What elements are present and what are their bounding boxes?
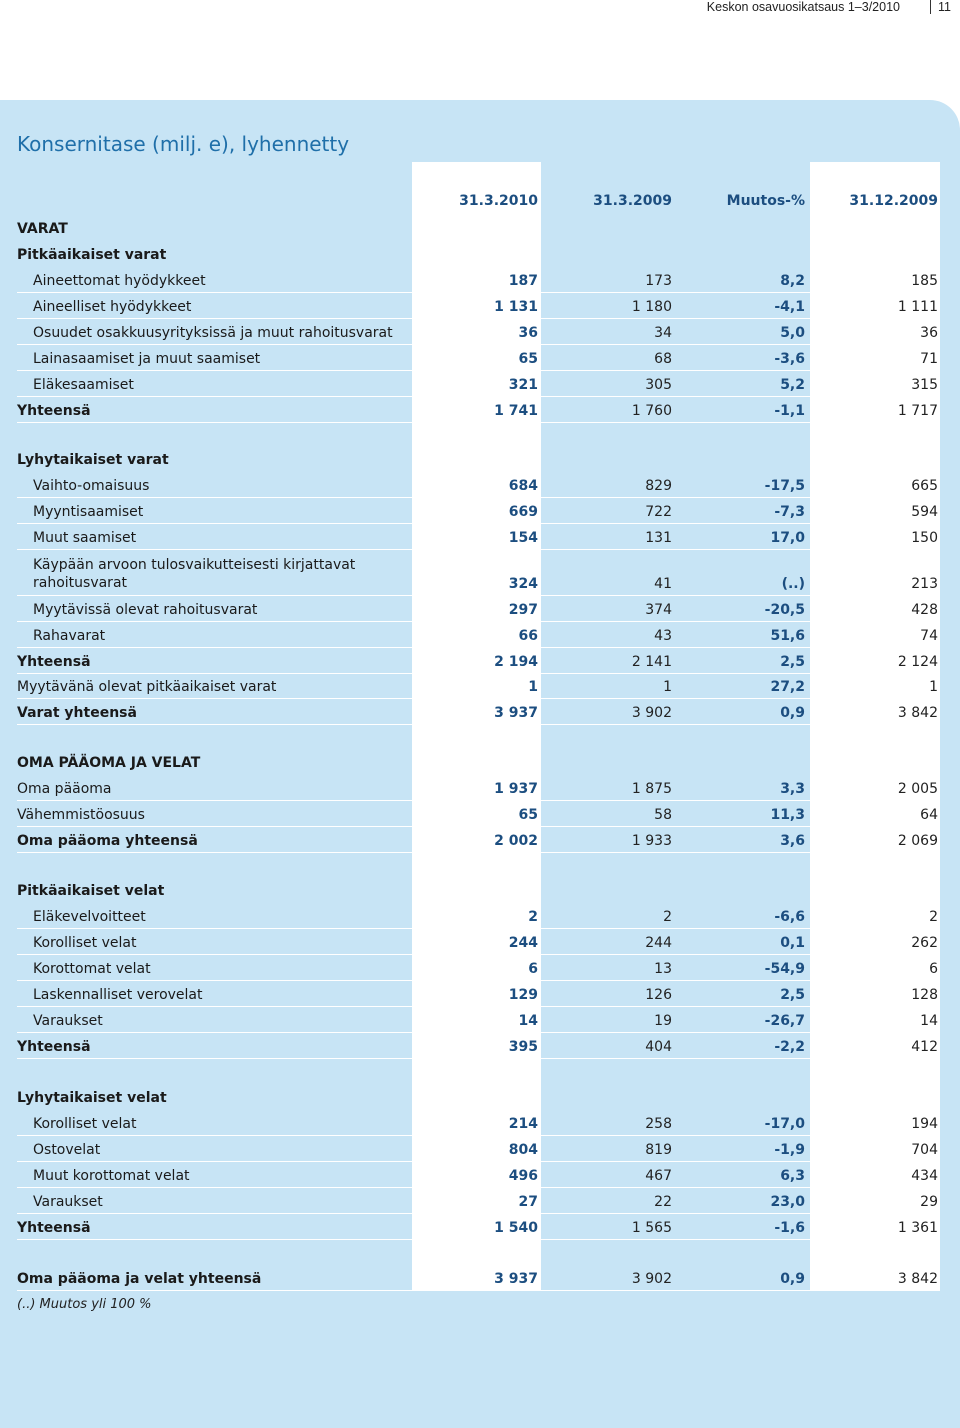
cell-31-3-2009: 22: [654, 1194, 672, 1210]
cell-31-3-2010: 2 002: [494, 833, 538, 849]
cell-31-12-2009: 704: [911, 1142, 938, 1158]
row-divider: [17, 1161, 940, 1162]
page-header-separator: [930, 0, 931, 14]
cell-muutos: 2,5: [780, 987, 805, 1003]
table-row: [17, 1011, 940, 1029]
cell-31-3-2009: 2 141: [631, 654, 672, 670]
column-header-31-12-2009: 31.12.2009: [849, 193, 938, 209]
row-label: Oma pääoma: [17, 781, 112, 797]
row-divider: [17, 370, 940, 371]
cell-31-3-2010: 321: [508, 377, 538, 393]
cell-31-12-2009: 428: [911, 602, 938, 618]
table-row: [17, 703, 940, 721]
cell-31-3-2009: 19: [654, 1013, 672, 1029]
cell-31-3-2009: 43: [654, 628, 672, 644]
cell-31-3-2010: 804: [508, 1142, 538, 1158]
table-row: [17, 907, 940, 925]
row-label: Muut korottomat velat: [33, 1168, 190, 1184]
table-row: [17, 652, 940, 670]
cell-31-12-2009: 74: [920, 628, 938, 644]
row-label: Eläkesaamiset: [33, 377, 134, 393]
row-label: Yhteensä: [17, 654, 91, 670]
cell-31-3-2010: 14: [518, 1013, 538, 1029]
cell-muutos: 2,5: [780, 654, 805, 670]
column-header-muutos: Muutos-%: [726, 193, 805, 209]
cell-muutos: 3,6: [780, 833, 805, 849]
cell-31-3-2009: 1 875: [631, 781, 672, 797]
footnote: (..) Muutos yli 100 %: [17, 1297, 152, 1312]
row-label: Varat yhteensä: [17, 705, 137, 721]
row-divider: [17, 292, 940, 293]
cell-31-3-2010: 66: [518, 628, 538, 644]
cell-31-3-2010: 3 937: [494, 705, 538, 721]
table-row: [17, 600, 940, 618]
cell-31-3-2009: 258: [645, 1116, 672, 1132]
cell-31-12-2009: 194: [911, 1116, 938, 1132]
row-label: Varaukset: [33, 1013, 103, 1029]
cell-31-3-2009: 68: [654, 351, 672, 367]
cell-muutos: 51,6: [770, 628, 805, 644]
row-divider: [17, 673, 940, 674]
row-divider: [17, 1032, 940, 1033]
table-row: [17, 959, 940, 977]
row-divider: [17, 1213, 940, 1214]
row-label: Lainasaamiset ja muut saamiset: [33, 351, 261, 367]
row-divider: [17, 523, 940, 524]
table-row: [17, 985, 940, 1003]
cell-31-12-2009: 64: [920, 807, 938, 823]
row-label: Korolliset velat: [33, 935, 137, 951]
row-label: Korolliset velat: [33, 1116, 137, 1132]
cell-31-3-2010: 154: [508, 530, 538, 546]
row-label: Ostovelat: [33, 1142, 101, 1158]
table-row: [17, 779, 940, 797]
table-row: [17, 933, 940, 951]
cell-muutos: (..): [781, 576, 805, 592]
table-row: [17, 323, 940, 341]
row-label-line-2: rahoitusvarat: [33, 575, 128, 591]
row-divider: [17, 1135, 940, 1136]
row-label: Pitkäaikaiset varat: [17, 247, 167, 263]
row-label: Korottomat velat: [33, 961, 151, 977]
table-title: Konsernitase (milj. e), lyhennetty: [17, 132, 350, 156]
row-divider: [17, 595, 940, 596]
cell-31-3-2010: 496: [508, 1168, 538, 1184]
cell-31-3-2009: 244: [645, 935, 672, 951]
cell-muutos: -17,0: [764, 1116, 805, 1132]
row-divider: [17, 621, 940, 622]
table-row: [17, 450, 940, 468]
cell-31-3-2010: 65: [518, 351, 538, 367]
row-label: Aineettomat hyödykkeet: [33, 273, 206, 289]
cell-31-3-2010: 244: [508, 935, 538, 951]
cell-31-3-2010: 1 937: [494, 781, 538, 797]
cell-31-3-2009: 34: [654, 325, 672, 341]
cell-muutos: -2,2: [774, 1039, 805, 1055]
cell-31-12-2009: 3 842: [897, 705, 938, 721]
row-label: Eläkevelvoitteet: [33, 909, 146, 925]
cell-31-3-2010: 36: [518, 325, 538, 341]
row-divider: [17, 344, 940, 345]
table-row: [17, 1192, 940, 1210]
cell-muutos: -1,9: [774, 1142, 805, 1158]
cell-31-12-2009: 594: [911, 504, 938, 520]
row-label: Vaihto-omaisuus: [33, 478, 150, 494]
cell-muutos: 0,9: [780, 1271, 805, 1287]
row-label: Oma pääoma yhteensä: [17, 833, 198, 849]
row-divider: [17, 1187, 940, 1188]
row-divider: [17, 549, 940, 550]
cell-31-3-2010: 214: [508, 1116, 538, 1132]
row-divider: [17, 800, 940, 801]
table-row: [17, 245, 940, 263]
row-divider: [17, 396, 940, 397]
cell-31-3-2010: 1 131: [494, 299, 538, 315]
row-divider: [17, 422, 940, 423]
row-divider: [17, 826, 940, 827]
table-row: [17, 528, 940, 546]
row-label: Muut saamiset: [33, 530, 137, 546]
cell-muutos: -3,6: [774, 351, 805, 367]
cell-31-3-2009: 1 565: [631, 1220, 672, 1236]
table-row: [17, 558, 940, 592]
cell-31-3-2009: 173: [645, 273, 672, 289]
cell-31-12-2009: 6: [929, 961, 938, 977]
cell-31-3-2010: 297: [508, 602, 538, 618]
cell-muutos: -1,6: [774, 1220, 805, 1236]
table-row: [17, 1037, 940, 1055]
row-divider: [17, 1239, 940, 1240]
table-row: [17, 881, 940, 899]
cell-31-3-2010: 395: [508, 1039, 538, 1055]
cell-31-3-2010: 2: [528, 909, 538, 925]
cell-muutos: 27,2: [770, 679, 805, 695]
row-label: Yhteensä: [17, 403, 91, 419]
cell-31-3-2010: 669: [508, 504, 538, 520]
cell-31-3-2009: 467: [645, 1168, 672, 1184]
cell-31-12-2009: 412: [911, 1039, 938, 1055]
cell-31-12-2009: 2 124: [897, 654, 938, 670]
cell-31-12-2009: 262: [911, 935, 938, 951]
cell-muutos: 3,3: [780, 781, 805, 797]
cell-31-3-2010: 324: [508, 576, 538, 592]
cell-31-12-2009: 185: [911, 273, 938, 289]
row-divider: [17, 698, 940, 699]
cell-31-12-2009: 71: [920, 351, 938, 367]
cell-31-3-2010: 1 741: [494, 403, 538, 419]
row-label: Myytävissä olevat rahoitusvarat: [33, 602, 258, 618]
row-divider: [17, 1006, 940, 1007]
cell-muutos: 6,3: [780, 1168, 805, 1184]
table-row: [17, 271, 940, 289]
page-number: 11: [938, 0, 951, 14]
column-headers: [17, 193, 940, 209]
cell-muutos: -6,6: [774, 909, 805, 925]
cell-31-3-2009: 131: [645, 530, 672, 546]
cell-31-12-2009: 3 842: [897, 1271, 938, 1287]
cell-muutos: -1,1: [774, 403, 805, 419]
cell-31-3-2009: 2: [663, 909, 672, 925]
cell-31-3-2009: 58: [654, 807, 672, 823]
cell-31-12-2009: 128: [911, 987, 938, 1003]
table-row: [17, 1114, 940, 1132]
cell-31-3-2009: 126: [645, 987, 672, 1003]
table-row: [17, 626, 940, 644]
table-row: [17, 1269, 940, 1287]
cell-31-3-2010: 2 194: [494, 654, 538, 670]
cell-31-12-2009: 150: [911, 530, 938, 546]
row-label: Yhteensä: [17, 1220, 91, 1236]
table-row: [17, 831, 940, 849]
row-divider: [17, 980, 940, 981]
table-row: [17, 1218, 940, 1236]
row-divider: [17, 724, 940, 725]
row-label: Pitkäaikaiset velat: [17, 883, 165, 899]
cell-muutos: 5,2: [780, 377, 805, 393]
row-label: Oma pääoma ja velat yhteensä: [17, 1271, 262, 1287]
table-row: [17, 677, 940, 695]
row-divider: [17, 647, 940, 648]
cell-muutos: 0,1: [780, 935, 805, 951]
row-divider: [17, 1290, 940, 1291]
cell-31-12-2009: 2: [929, 909, 938, 925]
cell-muutos: 23,0: [770, 1194, 805, 1210]
cell-31-3-2009: 3 902: [631, 1271, 672, 1287]
row-divider: [17, 1058, 940, 1059]
cell-31-12-2009: 14: [920, 1013, 938, 1029]
table-row: [17, 1140, 940, 1158]
cell-31-3-2009: 1: [663, 679, 672, 695]
cell-31-12-2009: 213: [911, 576, 938, 592]
cell-muutos: -26,7: [764, 1013, 805, 1029]
row-label: Lyhytaikaiset velat: [17, 1090, 167, 1106]
row-label: Myyntisaamiset: [33, 504, 144, 520]
cell-muutos: 5,0: [780, 325, 805, 341]
cell-31-3-2009: 819: [645, 1142, 672, 1158]
row-divider: [17, 497, 940, 498]
table-row: [17, 401, 940, 419]
row-divider: [17, 852, 940, 853]
cell-31-3-2010: 684: [508, 478, 538, 494]
cell-muutos: 17,0: [770, 530, 805, 546]
cell-31-3-2009: 1 760: [631, 403, 672, 419]
row-divider: [17, 318, 940, 319]
row-divider: [17, 928, 940, 929]
table-row: [17, 502, 940, 520]
row-label: OMA PÄÄOMA JA VELAT: [17, 755, 201, 771]
cell-31-3-2009: 41: [654, 576, 672, 592]
row-label-line-1: Käypään arvoon tulosvaikutteisesti kirjattavat: [33, 557, 356, 573]
table-row: [17, 805, 940, 823]
row-label: Rahavarat: [33, 628, 106, 644]
cell-31-3-2009: 3 902: [631, 705, 672, 721]
cell-31-12-2009: 29: [920, 1194, 938, 1210]
table-row: [17, 349, 940, 367]
cell-31-3-2009: 404: [645, 1039, 672, 1055]
row-label: Aineelliset hyödykkeet: [33, 299, 192, 315]
cell-muutos: -54,9: [764, 961, 805, 977]
row-label: Varaukset: [33, 1194, 103, 1210]
cell-muutos: -4,1: [774, 299, 805, 315]
cell-muutos: -20,5: [764, 602, 805, 618]
cell-muutos: 11,3: [770, 807, 805, 823]
cell-31-12-2009: 2 005: [897, 781, 938, 797]
cell-31-3-2010: 129: [508, 987, 538, 1003]
row-label: Vähemmistöosuus: [17, 807, 145, 823]
row-label: [33, 556, 355, 592]
table-row: [17, 297, 940, 315]
cell-31-12-2009: 2 069: [897, 833, 938, 849]
table-row: [17, 753, 940, 771]
cell-muutos: 8,2: [780, 273, 805, 289]
page-header-text: Keskon osavuosikatsaus 1–3/2010: [706, 0, 900, 14]
cell-31-3-2009: 829: [645, 478, 672, 494]
cell-31-12-2009: 665: [911, 478, 938, 494]
row-label: Osuudet osakkuusyrityksissä ja muut rahoitusvarat: [33, 325, 393, 341]
cell-31-3-2010: 3 937: [494, 1271, 538, 1287]
column-header-31-3-2009: 31.3.2009: [593, 193, 672, 209]
cell-31-3-2010: 65: [518, 807, 538, 823]
row-divider: [17, 954, 940, 955]
cell-31-3-2009: 305: [645, 377, 672, 393]
cell-31-12-2009: 36: [920, 325, 938, 341]
row-label: Laskennalliset verovelat: [33, 987, 203, 1003]
cell-31-3-2009: 1 933: [631, 833, 672, 849]
row-label: Lyhytaikaiset varat: [17, 452, 169, 468]
row-label: Myytävänä olevat pitkäaikaiset varat: [17, 679, 277, 695]
cell-31-3-2009: 13: [654, 961, 672, 977]
row-label: VARAT: [17, 221, 68, 237]
cell-31-3-2010: 187: [508, 273, 538, 289]
row-label: Yhteensä: [17, 1039, 91, 1055]
cell-31-3-2010: 1: [528, 679, 538, 695]
table-row: [17, 375, 940, 393]
cell-31-3-2009: 1 180: [631, 299, 672, 315]
table-row: [17, 219, 940, 237]
cell-muutos: -17,5: [764, 478, 805, 494]
cell-31-3-2010: 1 540: [494, 1220, 538, 1236]
cell-muutos: -7,3: [774, 504, 805, 520]
cell-31-12-2009: 1: [929, 679, 938, 695]
cell-31-12-2009: 1 717: [897, 403, 938, 419]
cell-muutos: 0,9: [780, 705, 805, 721]
column-header-31-3-2010: 31.3.2010: [459, 193, 538, 209]
cell-31-12-2009: 434: [911, 1168, 938, 1184]
table-row: [17, 476, 940, 494]
cell-31-3-2009: 722: [645, 504, 672, 520]
table-row: [17, 1166, 940, 1184]
cell-31-12-2009: 315: [911, 377, 938, 393]
cell-31-3-2010: 27: [518, 1194, 538, 1210]
cell-31-12-2009: 1 111: [897, 299, 938, 315]
cell-31-3-2009: 374: [645, 602, 672, 618]
cell-31-3-2010: 6: [528, 961, 538, 977]
table-row: [17, 1088, 940, 1106]
cell-31-12-2009: 1 361: [897, 1220, 938, 1236]
